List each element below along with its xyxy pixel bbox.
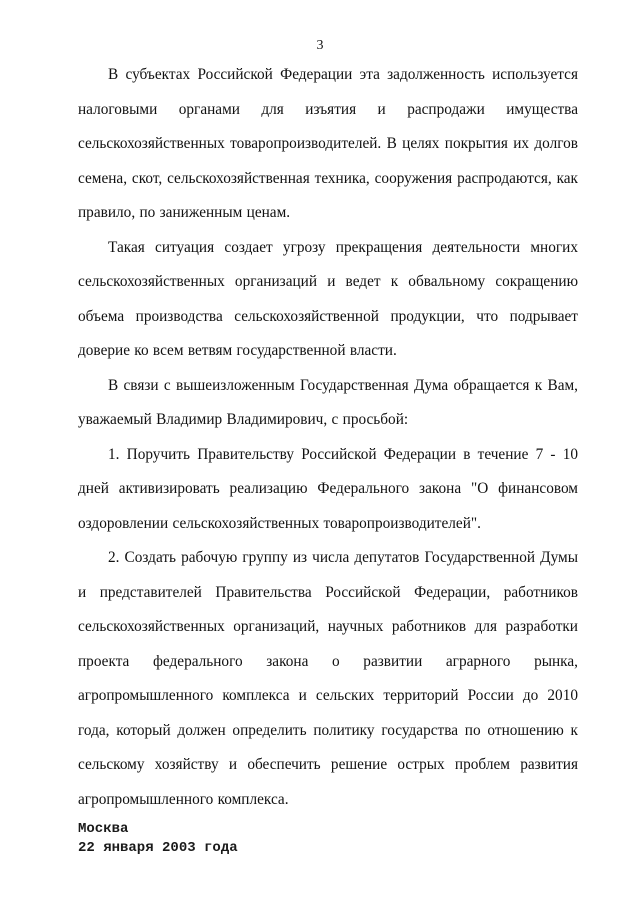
signature-block: [78, 820, 238, 858]
paragraph-debt-usage: В субъектах Российской Федерации эта задолженность используется налоговыми органами для изъятия и распродажи имущества сельскохозяйственных товаропроизводителей. В целях покрытия их долгов семена, скот, сельскохозяйственная техника, сооружения распродаются, как правило, по заниженным ценам.: [78, 66, 578, 221]
document-body: [78, 58, 578, 817]
signature-place: Москва: [78, 821, 129, 837]
signature-date: 22 января 2003 года: [78, 840, 238, 856]
paragraph-request-1: 1. Поручить Правительству Российской Федерации в течение 7 - 10 дней активизировать реализацию Федерального закона "О финансовом оздоровлении сельскохозяйственных товаропроизводителей".: [78, 445, 578, 532]
paragraph-threat: Такая ситуация создает угрозу прекращения деятельности многих сельскохозяйственных организаций и ведет к обвальному сокращению объема производства сельскохозяйственной продукции, что подрывает доверие ко всем ветвям государственной власти.: [78, 238, 578, 359]
page-number: 3: [316, 38, 324, 53]
paragraph-appeal: В связи с вышеизложенным Государственная Дума обращается к Вам, уважаемый Владимир Владимирович, с просьбой:: [78, 376, 578, 428]
paragraph-request-2: 2. Создать рабочую группу из числа депутатов Государственной Думы и представителей Правительства Российской Федерации, работников сельскохозяйственных организаций, научных работников для разработки проекта федерального закона о развитии аграрного рынка, агропромышленного комплекса и сельских территорий России до 2010 года, который должен определить политику государства по отношению к сельскому хозяйству и обеспечить решение острых проблем развития агропромышленного комплекса.: [78, 549, 578, 808]
